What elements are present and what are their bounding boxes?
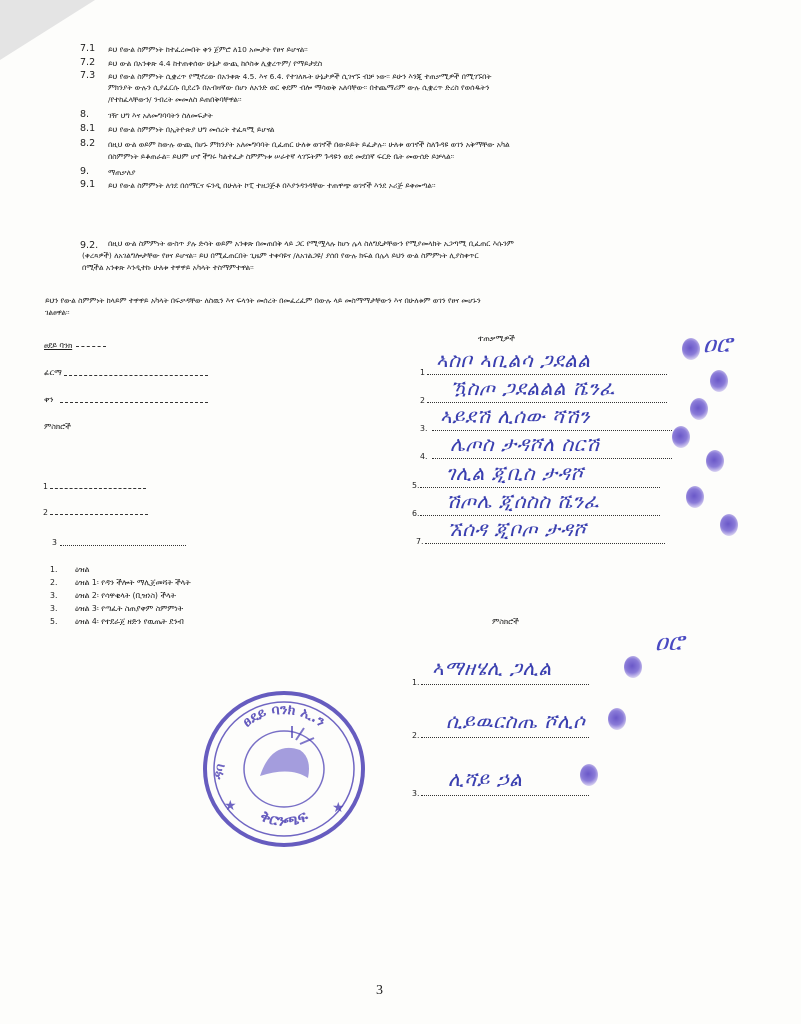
witnesses-title: ምስክሮች bbox=[492, 617, 519, 626]
witness-line-number: 3 bbox=[52, 538, 57, 547]
signature-line bbox=[432, 430, 672, 431]
witness-signature: ሊሻይ ኃል bbox=[448, 767, 523, 791]
attachment-number: 2. bbox=[50, 578, 58, 587]
beneficiary-number: 1 bbox=[420, 368, 425, 377]
witness-line bbox=[50, 514, 148, 515]
clause-text: ይህ የውል ስምምነት በኢትዮጵያ ህግ መሰረት ተፈጻሚ ይሆናል bbox=[108, 125, 275, 134]
attachment-item: ዕዝል bbox=[75, 565, 90, 574]
bank-title: ፀደይ ባንክ bbox=[44, 341, 73, 350]
signature-line bbox=[427, 374, 667, 375]
thumbprint-icon bbox=[690, 398, 708, 420]
attachment-number: 5. bbox=[50, 617, 58, 626]
beneficiary-number: 4. bbox=[420, 452, 428, 461]
beneficiary-number: 6. bbox=[412, 509, 420, 518]
clause-number: 7.1 bbox=[80, 43, 96, 54]
attachment-item: ዕዝል 1፡ የዳን ችሎት ማሊጀመሻት ችላት bbox=[75, 578, 191, 587]
thumbprint-icon bbox=[720, 514, 738, 536]
clause-number: 8. bbox=[80, 109, 90, 120]
signature-line bbox=[421, 684, 589, 685]
agreement-line: ገልፀዋል፡፡ bbox=[45, 308, 70, 317]
agreement-line: ይህን የውል ስምምነት ከላይም ተዋዋይ አካላት በፍቃዳቸው ለስዉን እና ፍላጎት መሰረት በመፈረፈም በውሉ ላይ መስማማታቸውን እና በሁለቱም ወገን የፀና መሆኑን bbox=[45, 296, 481, 305]
thumbprint-icon bbox=[686, 486, 704, 508]
clause-text: በዚህ ውል ወይም ከውሉ ውጪ በሆኑ ምክንያት አለመግባባት ቢፈጠር ሁለቱ ወገኖች በውይይት ይፈታሉ፡፡ ሁለቱ ወገኖች ስለጉዳዩ ወገን አቅማቸው አካል bbox=[108, 140, 510, 149]
bank-stamp bbox=[200, 688, 368, 850]
stamp-top-text: ፀደይ ባንክ ኢ.ን bbox=[239, 701, 329, 731]
stamp-star-icon: ★ bbox=[332, 800, 345, 816]
clause-number: 9.1 bbox=[80, 179, 96, 190]
beneficiary-number: 2 bbox=[420, 396, 425, 405]
thumbprint-icon bbox=[706, 450, 724, 472]
attachment-item: ዕዝል 3፡ የጣፈት ስጠያቀም ስምምነት bbox=[75, 604, 183, 613]
thumbprint-icon bbox=[710, 370, 728, 392]
thumbprint-icon bbox=[672, 426, 690, 448]
page-number: 3 bbox=[376, 983, 383, 998]
attachment-item: ዕዝል 2፡ የሳዋቂላት (ቢዝነስ) ችላት bbox=[75, 591, 176, 600]
attachment-number: 3. bbox=[50, 604, 58, 613]
beneficiary-signature: ዃስጦ ጋደልልል ሼንፈ bbox=[450, 376, 615, 400]
clause-92-line: በሚችል አንቀጽ እንዲተኩ ሁለቱ ተዋዋይ አካላት ተስማምተዋል፡፡ bbox=[82, 263, 254, 272]
clause-text: ምክንያት ውሉን ሲያፈርሱ ቢደረጉ በአብዛኛው በሆነ ለአንድ ወር ቀደም ብሎ ማሳወቅ አለባቸው፡፡ በተጨማሪም ውሉ ሲቋረጥ ድረስ የወሰዱትን bbox=[108, 83, 490, 92]
thumbprint-icon bbox=[624, 656, 642, 678]
clause-92-line: በዚህ ውል ስምምነት ውስጥ ያሉ ድሳት ወይም አንቀጽ በመጠበቅ ላይ ጋር የሚሟላሉ ከሆነ ሌላ ስለግዴታቸውን የሚያመላክት አጋጣሚ ቢፈጠር እሱንም bbox=[108, 239, 514, 248]
beneficiary-signature: ኧሰዳ ጂቦጦ ታዳሾ bbox=[447, 517, 587, 541]
attachment-item: ዕዝል 4፡ የተደራጀ ዘድን የዉጤት ደንብ bbox=[75, 617, 184, 626]
beneficiary-signature: ሌጦስ ታዳሾለ ስርሽ bbox=[450, 432, 600, 456]
date-line bbox=[60, 402, 208, 403]
witness-number: 1. bbox=[412, 678, 420, 687]
clause-text: ይህ ውል በአንቀጽ 4.4 ከተጠቀሰው ሁኔታ ውጪ ከሶስቱ ሊቋረጥም/ የማይታደስ bbox=[108, 59, 323, 68]
signature-line bbox=[420, 487, 660, 488]
witness-signature: ኣማዘሄሊ ጋሊል bbox=[432, 656, 552, 680]
clause-text: ይህ የውል ስምምነት ሲቋረጥ የሚኖረው በአንቀጽ 4.5. እና 6.4. የተገለጹት ሁኔታዎች ሲገናኙ ብቻ ነው፡፡ ይሁን እንጂ ተጠቃሚዎች በሚገኙበት bbox=[108, 72, 492, 81]
witness-number: 2. bbox=[412, 731, 420, 740]
witness-line-number: 2 bbox=[43, 508, 48, 517]
signature-label: ፊርማ bbox=[44, 368, 62, 377]
attachment-number: 3. bbox=[50, 591, 58, 600]
clause-number: 8.1 bbox=[80, 123, 96, 134]
witnesses-label: ምስክሮች bbox=[44, 422, 71, 431]
clause-text: ይህ የውል ስምምነት ከተፈረመበት ቀን ጀምሮ ለ10 አመታት የፀና ይሆናል፡፡ bbox=[108, 45, 308, 54]
signature-line bbox=[64, 375, 208, 376]
thumbprint-icon bbox=[608, 708, 626, 730]
beneficiary-signature: ሽጦሌ ጂሰስስ ሼንፈ bbox=[446, 489, 600, 513]
witness-signature: ሲይዉርስጤ ሾሊሶ bbox=[446, 709, 586, 733]
signature-line bbox=[420, 515, 660, 516]
clause-text: ማጠቃለያ bbox=[108, 168, 136, 177]
stamp-bottom-text: ቅርንጫፍ bbox=[257, 806, 311, 831]
beneficiary-number: 3. bbox=[420, 424, 428, 433]
thumbprint-icon bbox=[580, 764, 598, 786]
stamp-left-text: ዳባ bbox=[211, 762, 229, 781]
clause-text: ይህ የውል ስምምነት ለጎደ በሰማርና ፍንዲ በሁለት ኮፒ ተዘጋጅቶ በእያንዳንዳቸው ተጠዋጭ ወገኖች እንደ ኦሪጅ ይቀመጣል፡፡ bbox=[108, 181, 436, 190]
clause-number: 9. bbox=[80, 166, 90, 177]
beneficiary-signature: ገሊል ጂቢስ ታዳሾ bbox=[446, 461, 584, 485]
clause-text: ገዥ ህግ እና አለመግባባትን ስለመፍታት bbox=[108, 111, 213, 120]
beneficiary-number: 7. bbox=[416, 537, 424, 546]
witness-line-number: 1 bbox=[43, 482, 48, 491]
clause-number: 7.2 bbox=[80, 57, 96, 68]
signature-line bbox=[427, 402, 667, 403]
attachment-number: 1. bbox=[50, 565, 58, 574]
signature-line bbox=[421, 737, 589, 738]
thumbprint-icon bbox=[682, 338, 700, 360]
clause-number: 7.3 bbox=[80, 70, 96, 81]
witness-line bbox=[50, 488, 146, 489]
svg-text:ፀደይ ባንክ ኢ.ን bbox=[240, 702, 328, 730]
beneficiary-number: 5. bbox=[412, 481, 420, 490]
clause-text: /የተከፈላቸውን/ ንብረት መመለስ ይጠበቅባቸዋል፡፡ bbox=[108, 95, 242, 104]
signature-line bbox=[421, 795, 589, 796]
clause-number: 8.2 bbox=[80, 138, 96, 149]
date-label: ቀን bbox=[44, 395, 54, 404]
handwritten-note: ዐሮ bbox=[655, 628, 684, 656]
stamp-star-icon: ★ bbox=[224, 798, 237, 814]
beneficiary-signature: ኣስቦ ኣቢልሳ ጋደልል bbox=[436, 348, 591, 372]
beneficiaries-title: ተጠቃሚዎች bbox=[478, 334, 515, 343]
clause-text: በስምምነት ይቆጠራል፡፡ ይህም ሆኖ ችግሩ ካልተፈታ ስምምነቱ ሠራተኛ ላገኙትም ጉዳዩን ወደ መደበኛ ፍርድ ቤት መውሰድ ይቻላል፡፡ bbox=[108, 152, 455, 161]
signature-line bbox=[432, 458, 672, 459]
witness-number: 3. bbox=[412, 789, 420, 798]
clause-number: 9.2. bbox=[80, 240, 99, 251]
handwritten-note: ዐሮ bbox=[703, 330, 732, 358]
witness-line bbox=[60, 545, 186, 546]
title-underline bbox=[76, 346, 106, 347]
signature-line bbox=[425, 543, 665, 544]
clause-92-line: (ቀረጻዎች) ለአገልግሎታቸው የፀና ይሆናል፡፡ ይህ በሚፈጠርበት ጊዜም ተቀባዩና /ለአገልጋዩ/ ያሰበ የውሉ ክፍል በሌላ ይህን ውል ስምምነት ሊያስቀጥር bbox=[82, 251, 479, 260]
beneficiary-signature: ኣይደሽ ሊሰው ሻሽን bbox=[440, 404, 590, 428]
svg-text:ቅርንጫፍ bbox=[258, 806, 312, 830]
